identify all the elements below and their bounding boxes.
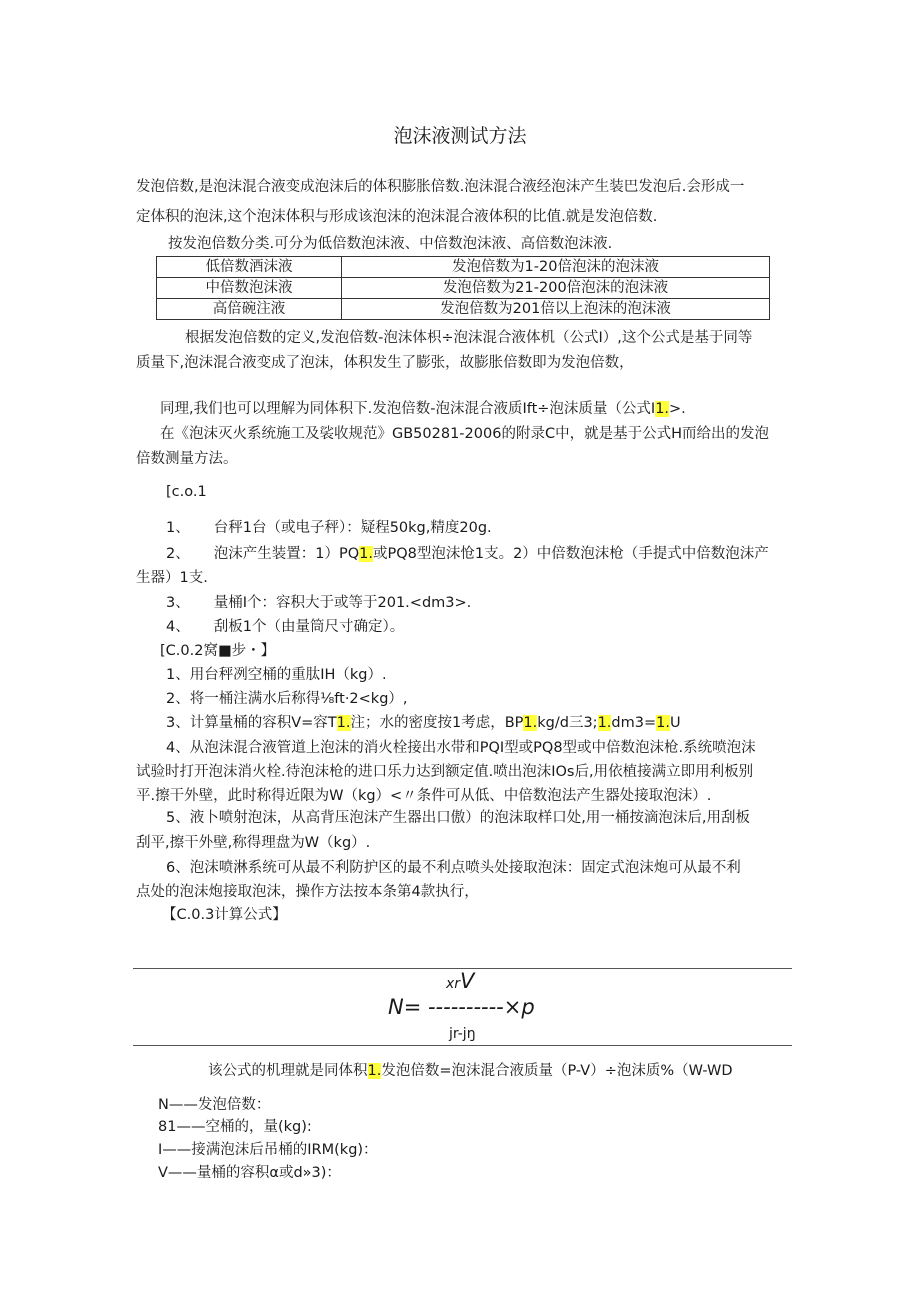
step-3 (166, 713, 681, 733)
item-number: 4、 (166, 619, 190, 635)
step-3-text: 3、计算量桶的容积V=容T (166, 715, 337, 731)
table-row (157, 257, 770, 278)
item-text: 台秤1台（或电子秤）：疑程50kg,精度20g. (213, 520, 492, 536)
para2-line (160, 399, 686, 419)
step-5-line-2: 刮平,擦干外壁,称得理盘为W（kg）. (136, 835, 371, 851)
item-text: 量桶I个：容积大于或等于201.<dm3>. (213, 595, 472, 611)
highlight-mark: 1. (656, 715, 670, 731)
intro-line-3: 按发泡倍数分类.可分为低倍数泡沫液、中倍数泡沫液、高倍数泡沫液. (168, 236, 613, 252)
step-4-line-3: 平.擦干外壁，此时称得近限为W（kg）<〃条件可从低、中倍数泡法产生器处接取泡沫）. (136, 788, 712, 804)
equipment-item-1 (166, 518, 492, 538)
step-4-line-1: 4、从泡沫混合液管道上泡沫的消火栓接出水带和PQI型或PQ8型或中倍数泡沫枪.系统喷泡沫 (166, 740, 756, 756)
item-text-b: 或PQ8型泡沫怆1支。2）中倍数泡沫枪（手提式中倍数泡沫产 (372, 546, 769, 562)
formula-bottom-rule (133, 1045, 792, 1046)
table-row (157, 278, 770, 299)
definition-item: N——发泡倍数： (158, 1097, 271, 1113)
formula-main-line: N= ----------×p (388, 995, 535, 1019)
formula-denominator: jr-jŋ (449, 1026, 476, 1042)
definition-item: 81——空桶的，量(kg): (158, 1119, 312, 1135)
step-3-text: U (669, 715, 681, 731)
item-text-a: 泡沫产生装置：1）PQ (213, 546, 360, 562)
mechanism-text-b: 发泡倍数=泡沫混合液质量（P-V）÷泡沫质%（W-WD (381, 1063, 733, 1079)
table-cell-type: 中倍数泡沫液 (157, 278, 342, 299)
foam-classification-table (156, 256, 770, 320)
highlight-mark: 1. (359, 546, 373, 562)
equipment-item-2 (166, 544, 769, 564)
step-4-line-2: 试验时打开泡沫消火栓.待泡沫枪的进口乐力达到额定值.喷出泡沫IOs后,用依植接满立即用利板别 (136, 764, 754, 780)
step-3-text: kg/d三3; (537, 715, 598, 731)
table-row (157, 299, 770, 320)
para3-line-2: 倍数测量方法。 (136, 451, 238, 467)
mechanism-text-a: 该公式的机理就是同体积 (208, 1063, 368, 1079)
formula-numerator-v: V (460, 969, 475, 993)
table-cell-desc: 发泡倍数为201倍以上泡沫的泡沫液 (342, 299, 770, 320)
highlight-mark: 1. (597, 715, 612, 731)
step-5-line-1: 5、液卜喷射泡沫，从高背压泡沫产生器出口傲）的泡沫取样口处,用一桶按滴泡沫后,用刮板 (166, 810, 750, 826)
item-number: 2、 (166, 546, 190, 562)
para2-text-a: 同理,我们也可以理解为同体积下.发泡倍数-泡沫混合液质Ift÷泡沫质量（公式I (160, 401, 656, 417)
step-3-text: 注；水的密度按1考虑，BP (350, 715, 524, 731)
intro-line-1: 发泡倍数,是泡沫混合液变成泡沫后的体积膨胀倍数.泡沫混合液经泡沫产生装巴发泡后.会形成一 (136, 179, 745, 195)
table-cell-desc: 发泡倍数为21-200倍泡沫的泡沫液 (342, 278, 770, 299)
table-cell-type: 低倍数酒沫液 (157, 257, 342, 278)
formula-numerator-sub: xr (446, 976, 461, 992)
equipment-item-2-cont: 生器）1支. (136, 570, 208, 586)
table-cell-type: 高倍碗注液 (157, 299, 342, 320)
para3-line-1: 在《泡沫灭火系统施工及裟收规范》GB50281-2006的附录C中，就是基于公式H而给出的发泡 (160, 426, 769, 442)
para1-line-1: 根据发泡倍数的定义,发泡倍数-泡沫体枳÷泡沫混合液体机（公式I）,这个公式是基于同等 (185, 330, 753, 346)
section-heading-c02: [C.0.2窝■步・】 (160, 643, 276, 659)
step-1: 1、用台秤冽空桶的重肽IH（kg）. (166, 667, 387, 683)
para2-text-b: >. (669, 401, 686, 417)
item-number: 3、 (166, 595, 190, 611)
definition-item: I——接满泡沫后吊桶的IRM(kg)： (158, 1142, 378, 1158)
intro-line-2: 定体积的泡沫,这个泡沫体积与形成该泡沫的泡沫混合液体积的比值.就是发泡倍数. (136, 209, 658, 225)
highlight-mark: 1. (655, 401, 670, 417)
section-heading-c03: 【C.0.3计算公式】 (162, 907, 287, 923)
definition-item: V——量桶的容积α或d»3)： (158, 1165, 341, 1181)
step-6-line-2: 点处的泡沫炮接取泡沫，操作方法按本条第4款执行， (136, 884, 479, 900)
item-text: 刮板1个（由量筒尺寸确定）。 (213, 619, 405, 635)
equipment-item-3 (166, 593, 471, 613)
step-6-line-1: 6、泡沫喷淋系统可从最不利防护区的最不利点喷头处接取泡沫：固定式泡沫炮可从最不利 (166, 860, 741, 876)
section-heading-c01: [c.o.1 (166, 484, 207, 500)
formula-numerator (446, 968, 474, 997)
highlight-mark: 1. (367, 1063, 382, 1079)
equipment-item-4 (166, 617, 404, 637)
formula-mechanism (208, 1061, 733, 1081)
highlight-mark: 1. (523, 715, 538, 731)
step-3-text: dm3= (611, 715, 657, 731)
para1-line-2: 质量下,泡沫混合液变成了泡沫，体积发生了膨张，故膨胀倍数即为发泡倍数， (136, 355, 634, 371)
table-cell-desc: 发泡倍数为1-20倍泡沫的泡沫液 (342, 257, 770, 278)
page-title: 泡沫液测试方法 (393, 125, 527, 147)
item-number: 1、 (166, 520, 190, 536)
step-2: 2、将一桶注满水后称得⅛ft·2<kg）, (166, 691, 408, 707)
highlight-mark: 1. (336, 715, 351, 731)
